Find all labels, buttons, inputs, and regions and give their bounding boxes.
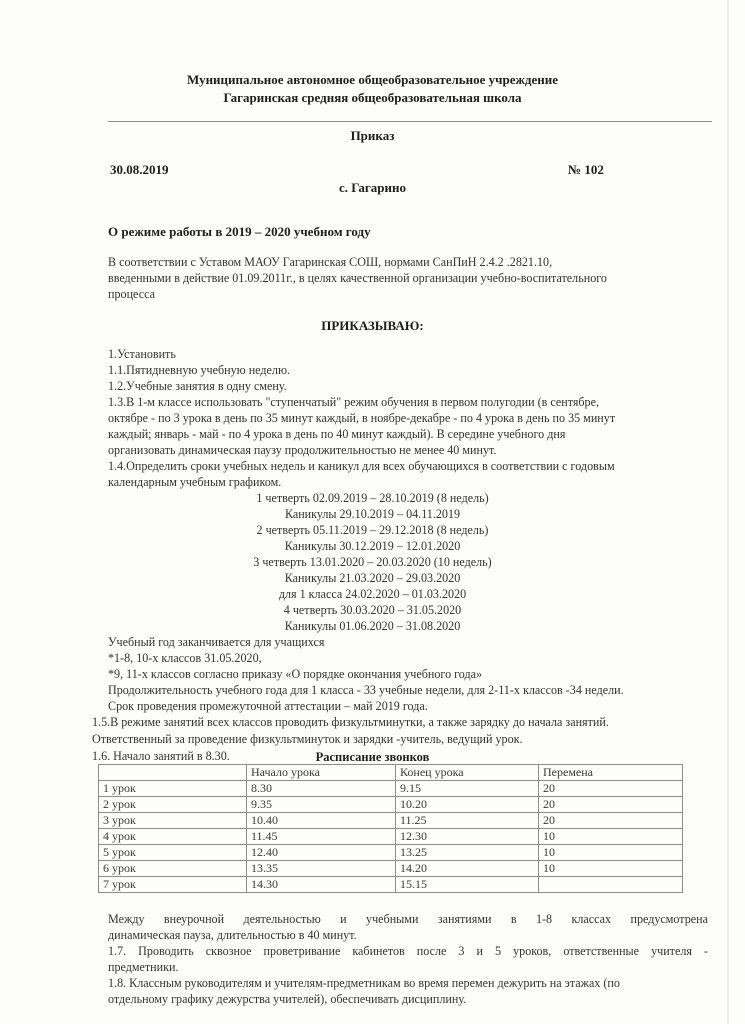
lesson-cell: 2 урок <box>99 797 247 813</box>
item-1-3-line: каждый; январь - май - по 4 урока в день по 40 минут каждый). В середине учебного дня <box>108 427 566 441</box>
item-1-1: 1.1.Пятидневную учебную неделю. <box>108 363 290 377</box>
table-row <box>99 813 683 829</box>
preamble-line: В соответствии с Уставом МАОУ Гагаринская СОШ, нормами СанПиН 2.4.2 .2821.10, <box>108 255 553 269</box>
item-1-5-line: Ответственный за проведение физкультминуток и зарядки -учитель, ведущий урок. <box>92 732 523 746</box>
item-1-3-line: 1.3.В 1-м классе использовать "ступенчатый" режим обучения в первом полугодии (в сентябре, <box>108 395 599 409</box>
preamble-line: введенными в действие 01.09.2011г., в целях качественной организации учебно-воспитательного <box>108 271 607 285</box>
bell-table-title: Расписание звонков <box>315 750 430 764</box>
end-cell: 14.20 <box>396 861 539 877</box>
break-cell: 10 <box>539 845 683 861</box>
schedule-period: Каникулы 21.03.2020 – 29.03.2020 <box>284 571 461 585</box>
order-number: № 102 <box>568 162 604 177</box>
end-cell: 10.20 <box>396 797 539 813</box>
schedule-period: Каникулы 01.06.2020 – 31.08.2020 <box>284 619 461 633</box>
item-1-3-line: организовать динамическая паузу продолжительностью не менее 40 минут. <box>108 443 497 457</box>
header-cell: Начало урока <box>247 765 396 781</box>
start-cell: 13.35 <box>247 861 396 877</box>
schedule-period: 4 четверть 30.03.2020 – 31.05.2020 <box>283 603 462 617</box>
end-cell: 13.25 <box>396 845 539 861</box>
end-cell: 9.15 <box>396 781 539 797</box>
item-1-2: 1.2.Учебные занятия в одну смену. <box>108 379 287 393</box>
start-cell: 12.40 <box>247 845 396 861</box>
lesson-cell: 3 урок <box>99 813 247 829</box>
header-divider <box>108 121 712 122</box>
schedule-period: 2 четверть 05.11.2019 – 29.12.2018 (8 недель) <box>256 523 489 537</box>
end-cell: 15.15 <box>396 877 539 893</box>
table-row <box>99 861 683 877</box>
table-row <box>99 845 683 861</box>
preamble-line: процесса <box>108 287 155 301</box>
schedule-period: для 1 класса 24.02.2020 – 01.03.2020 <box>278 587 467 601</box>
year-end-line: Учебный год заканчивается для учащихся <box>108 635 325 649</box>
after-table-line: динамическая пауза, длительностью в 40 минут. <box>108 928 357 942</box>
after-table-line: отдельному графику дежурства учителей), обеспечивать дисциплину. <box>108 992 467 1006</box>
start-cell: 11.45 <box>247 829 396 845</box>
schedule-period: 3 четверть 13.01.2020 – 20.03.2020 (10 недель) <box>253 555 492 569</box>
start-cell: 9.35 <box>247 797 396 813</box>
table-row <box>99 781 683 797</box>
after-table-line: предметники. <box>108 960 179 974</box>
item-1-4-line: календарным учебным графиком. <box>108 475 282 489</box>
schedule-period: Каникулы 29.10.2019 – 04.11.2019 <box>284 507 461 521</box>
break-cell: 20 <box>539 797 683 813</box>
lesson-cell: 6 урок <box>99 861 247 877</box>
break-cell: 20 <box>539 781 683 797</box>
start-cell: 8.30 <box>247 781 396 797</box>
lesson-cell: 1 урок <box>99 781 247 797</box>
schedule-period: 1 четверть 02.09.2019 – 28.10.2019 (8 недель) <box>256 491 489 505</box>
order-place: с. Гагарино <box>338 180 406 195</box>
header-cell <box>99 765 247 781</box>
schedule-period: Каникулы 30.12.2019 – 12.01.2020 <box>284 539 461 553</box>
item-1: 1.Установить <box>108 347 176 361</box>
item-1-6: 1.6. Начало занятий в 8.30. <box>92 749 230 763</box>
year-end-line: Продолжительность учебного года для 1 класса - 33 учебные недели, для 2-11-х классов -34 недели. <box>108 683 624 697</box>
table-header-row <box>99 765 683 781</box>
order-date: 30.08.2019 <box>110 162 169 177</box>
header-cell: Конец урока <box>396 765 539 781</box>
break-cell: 10 <box>539 861 683 877</box>
after-table-line: Между внеурочной деятельностью и учебными занятиями в 1-8 классах предусмотрена <box>108 912 708 926</box>
break-cell: 10 <box>539 829 683 845</box>
doc-type: Приказ <box>350 128 395 143</box>
lesson-cell: 4 урок <box>99 829 247 845</box>
break-cell: 20 <box>539 813 683 829</box>
header-cell: Перемена <box>539 765 683 781</box>
after-table-line: 1.7. Проводить сквозное проветривание кабинетов после 3 и 5 уроков, ответственные учителя - <box>108 944 708 958</box>
start-cell: 14.30 <box>247 877 396 893</box>
year-end-line: *1-8, 10-х классов 31.05.2020, <box>108 651 262 665</box>
table-row <box>99 797 683 813</box>
bell-schedule-table <box>98 764 683 893</box>
lesson-cell: 5 урок <box>99 845 247 861</box>
start-cell: 10.40 <box>247 813 396 829</box>
org-name-line1: Муниципальное автономное общеобразовательное учреждение <box>186 72 559 87</box>
item-1-5-line: 1.5.В режиме занятий всех классов проводить физкультминутки, а также зарядку до начала занятий. <box>92 715 609 729</box>
item-1-4-line: 1.4.Определить сроки учебных недель и каникул для всех обучающихся в соответствии с годовым <box>108 459 615 473</box>
break-cell <box>539 877 683 893</box>
org-name-line2: Гагаринская средняя общеобразовательная школа <box>223 90 522 105</box>
lesson-cell: 7 урок <box>99 877 247 893</box>
table-row <box>99 829 683 845</box>
order-word: ПРИКАЗЫВАЮ: <box>321 318 424 333</box>
item-1-3-line: октябре - по 3 урока в день по 35 минут каждый, в ноябре-декабре - по 4 урока в день по 35 минут <box>108 411 616 425</box>
end-cell: 11.25 <box>396 813 539 829</box>
year-end-line: Срок проведения промежуточной аттестации – май 2019 года. <box>108 699 428 713</box>
year-end-line: *9, 11-х классов согласно приказу «О порядке окончания учебного года» <box>108 667 483 681</box>
end-cell: 12.30 <box>396 829 539 845</box>
table-row <box>99 877 683 893</box>
order-subject: О режиме работы в 2019 – 2020 учебном году <box>108 224 371 239</box>
after-table-line: 1.8. Классным руководителям и учителям-предметникам во время перемен дежурить на этажах (по <box>108 976 620 990</box>
